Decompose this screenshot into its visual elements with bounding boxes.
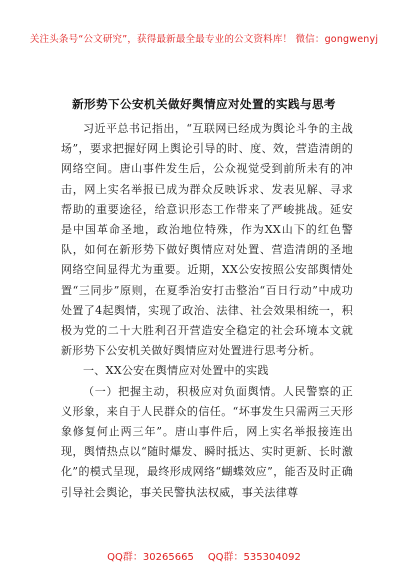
header-banner: 关注头条号“公文研究”，获得最新最全最专业的公文资料库！ 微信：gongwenyj xyxy=(29,34,379,45)
document-body xyxy=(61,119,353,503)
footer-contacts xyxy=(0,548,408,563)
paragraph-subsection: （一）把握主动，积极应对负面舆情。人民警察的正义形象，来自于人民群众的信任。“坏事发生只需两三天形象修复何止两三年”。唐山事件后，网上实名举报接连出现，舆情热点以“随时爆发、瞬时抵达、实时更新、长时激化”的模式呈现，最终形成网络“蝴蝶效应”，能否及时正确引导社会舆论，事关民警执法权威，事关法律尊 xyxy=(61,384,353,499)
footer-qq-group-2: QQ群：535304092 xyxy=(207,552,301,563)
section-heading: 一、XX公安在舆情应对处置中的实践 xyxy=(83,364,269,378)
paragraph-intro: 习近平总书记指出，“互联网已经成为舆论斗争的主战场”，要求把握好网上舆论引导的时、度、效，营造清朗的网络空间。唐山事件发生后，公众视觉受到前所未有的冲击，网上实名举报已成为群众反映诉求、发表见解、寻求帮助的重要途径，给意识形态工作带来了严峻挑战。延安是中国革命圣地，政治地位特殊，作为XX山下的红色警队，如何在新形势下做好舆情应对处置、营造清朗的圣地网络空间显得尤为重要。近期，XX公安按照公安部舆情处置“三同步”原则，在夏季治安打击整治“百日行动”中成功处置了4起舆情，实现了政治、法律、社会效果相统一，积极为党的二十大胜利召开营造安全稳定的社会环境本文就新形势下公安机关做好舆情应对处置进行思考分析。 xyxy=(61,122,353,358)
document-title: 新形势下公安机关做好舆情应对处置的实践与思考 xyxy=(72,97,336,111)
footer-qq-group-1: QQ群：30265665 xyxy=(107,552,194,563)
